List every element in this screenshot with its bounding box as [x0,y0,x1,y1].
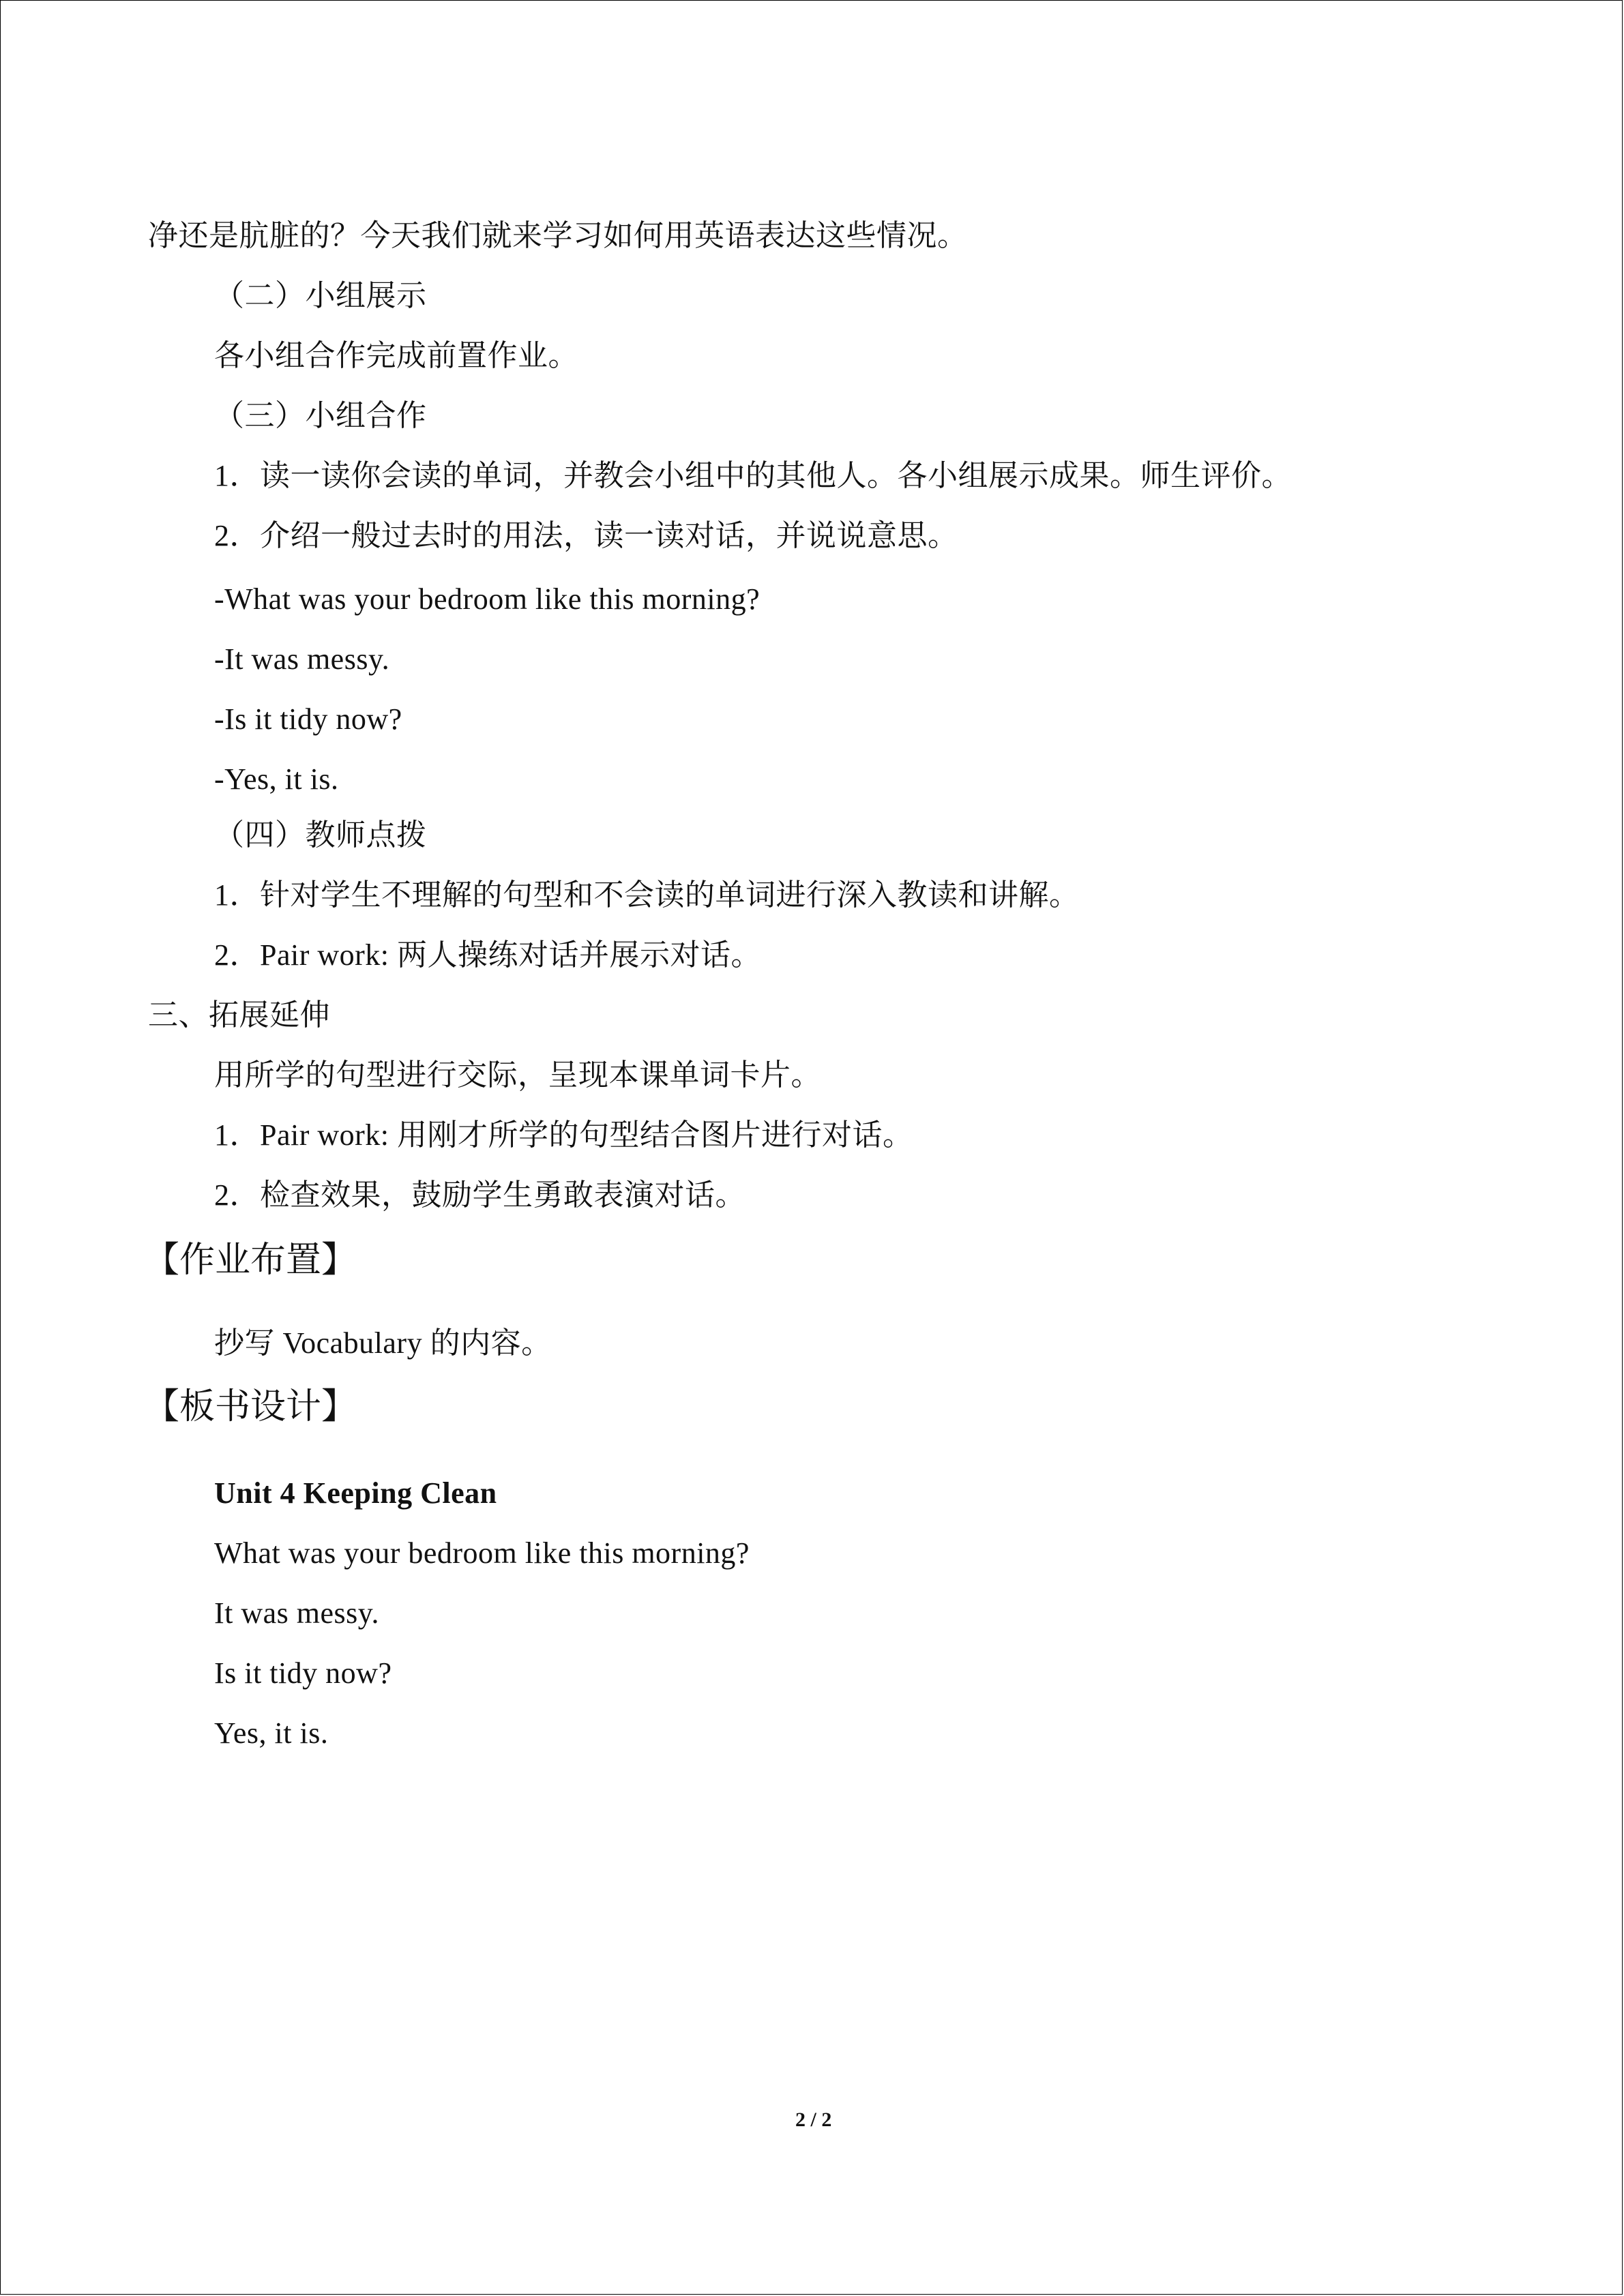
dialog-line-2: -It was messy. [214,642,390,676]
dialog-line-4: -Yes, it is. [214,762,339,796]
part-3-item-2: 2．检查效果，鼓励学生勇敢表演对话。 [214,1178,745,1212]
part-3-text: 用所学的句型进行交际，呈现本课单词卡片。 [214,1058,821,1092]
board-title: Unit 4 Keeping Clean [214,1476,497,1510]
page-number: 2 / 2 [795,2108,832,2131]
section-3-item-1: 1．读一读你会读的单词，并教会小组中的其他人。各小组展示成果。师生评价。 [214,459,1292,492]
homework-heading: 【作业布置】 [144,1240,357,1281]
dialog-line-1: -What was your bedroom like this morning? [214,582,761,616]
board-line-3: Is it tidy now? [214,1656,392,1690]
board-line-4: Yes, it is. [214,1716,329,1750]
board-line-2: It was messy. [214,1596,379,1630]
section-3-title: （三）小组合作 [214,399,427,432]
part-3-title: 三、拓展延伸 [148,998,330,1032]
part-3-item-1: 1．Pair work: 用刚才所学的句型结合图片进行对话。 [214,1118,913,1152]
homework-text: 抄写 Vocabulary 的内容。 [214,1326,552,1360]
section-2-title: （二）小组展示 [214,279,427,312]
board-design-heading: 【板书设计】 [144,1386,357,1427]
intro-tail-text: 净还是肮脏的？今天我们就来学习如何用英语表达这些情况。 [148,219,968,252]
section-4-item-2: 2．Pair work: 两人操练对话并展示对话。 [214,938,762,972]
section-3-item-2: 2．介绍一般过去时的用法，读一读对话，并说说意思。 [214,519,958,552]
section-2-text: 各小组合作完成前置作业。 [214,339,578,372]
board-line-1: What was your bedroom like this morning? [214,1536,750,1570]
section-4-title: （四）教师点拨 [214,818,427,852]
dialog-line-3: -Is it tidy now? [214,702,402,736]
section-4-item-1: 1．针对学生不理解的句型和不会读的单词进行深入教读和讲解。 [214,878,1080,912]
